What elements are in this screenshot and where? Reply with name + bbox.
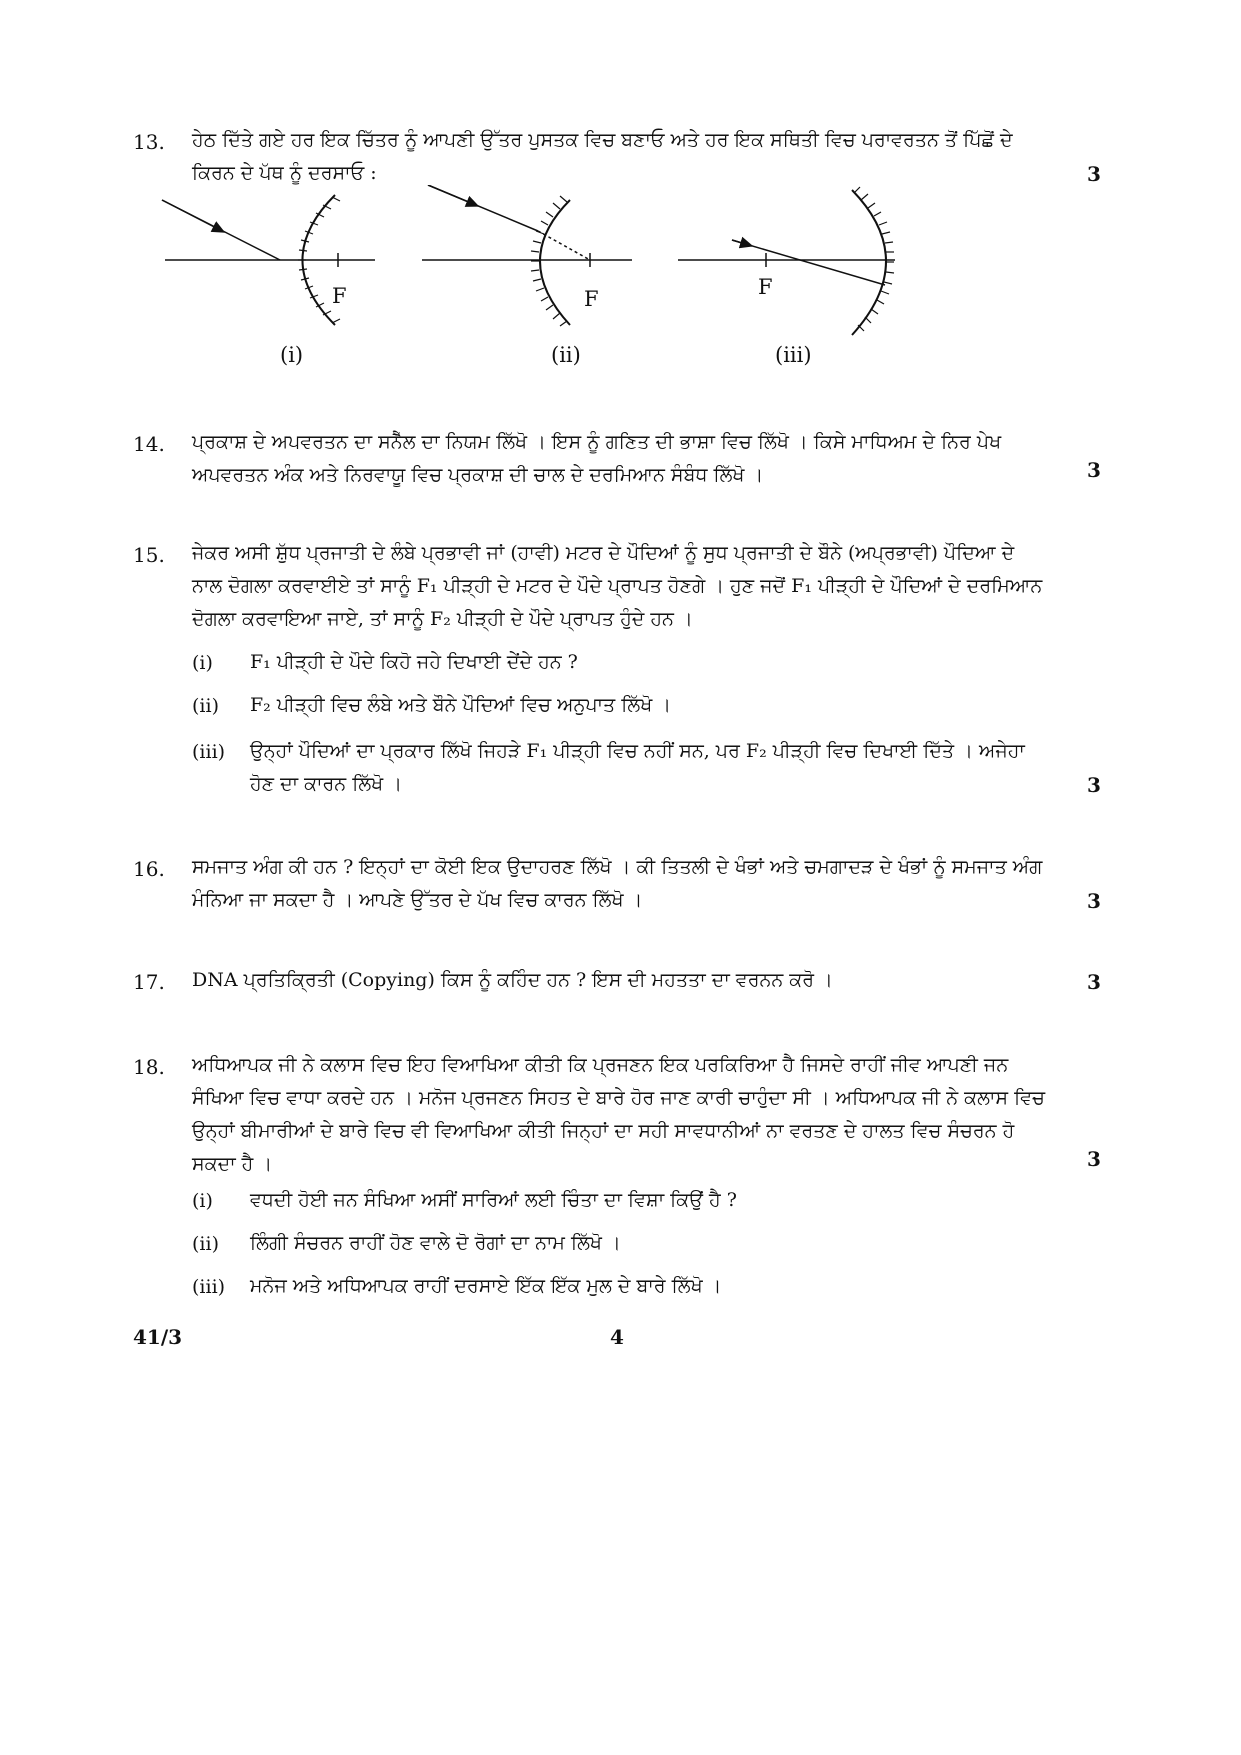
mirror-iii <box>852 190 886 335</box>
question-18-sub-ii-label: (ii) <box>192 1233 219 1255</box>
question-17-number: 17. <box>133 970 165 994</box>
question-15-sub-ii-label: (ii) <box>192 695 219 717</box>
question-18-sub-i-text: ਵਧਦੀ ਹੋਈ ਜਨ ਸੰਖਿਆ ਅਸੀਂ ਸਾਰਿਆਂ ਲਈ ਚਿੰਤਾ ਦਾ ਵਿਸ਼ਾ ਕਿਉਂ ਹੈ ? <box>250 1189 737 1211</box>
question-15-sub-i-label: (i) <box>192 652 213 674</box>
question-17-text: DNA ਪ੍ਰਤਿਕ੍ਰਿਤੀ (Copying) ਕਿਸ ਨੂੰ ਕਹਿੰਦ ਹਨ ? ਇਸ ਦੀ ਮਹਤਤਾ ਦਾ ਵਰਨਨ ਕਰੋ । <box>192 969 833 991</box>
question-18-text: ਅਧਿਆਪਕ ਜੀ ਨੇ ਕਲਾਸ ਵਿਚ ਇਹ ਵਿਆਖਿਆ ਕੀਤੀ ਕਿ ਪ੍ਰਜਣਨ ਇਕ ਪਰਕਿਰਿਆ ਹੈ ਜਿਸਦੇ ਰਾਹੀਂ ਜੀਵ ਆਪਣੀ ਜਨ ਸੰਖਿਆ ਵਿਚ ਵਾਧਾ ਕਰਦੇ ਹਨ । ਮਨੋਜ ਪ੍ਰਜਣਨ ਸਿਹਤ ਦੇ ਬਾਰੇ ਹੋਰ ਜਾਣ ਕਾਰੀ ਚਾਹੁੰਦਾ ਸੀ । ਅਧਿਆਪਕ ਜੀ ਨੇ ਕਲਾਸ ਵਿਚ ਉਨ੍ਹਾਂ ਬੀਮਾਰੀਆਂ ਦੇ ਬਾਰੇ ਵਿਚ ਵੀ ਵਿਆਖਿਆ ਕੀਤੀ ਜਿਨ੍ਹਾਂ ਦਾ ਸਹੀ ਸਾਵਧਾਨੀਆਂ ਨਾ ਵਰਤਣ ਦੇ ਹਾਲਤ ਵਿਚ ਸੰਚਰਨ ਹੋ ਸਕਦਾ ਹੈ । <box>192 1054 1045 1175</box>
question-18-sub-iii-label: (iii) <box>192 1276 226 1298</box>
focus-label-ii: F <box>584 287 599 311</box>
question-18-sub-iii-text: ਮਨੋਜ ਅਤੇ ਅਧਿਆਪਕ ਰਾਹੀਂ ਦਰਸਾਏ ਇੱਕ ਇੱਕ ਮੁਲ ਦੇ ਬਾਰੇ ਲਿੱਖੋ । <box>250 1275 722 1297</box>
incident-ray-iii <box>732 240 885 285</box>
question-16-number: 16. <box>133 857 165 881</box>
page-number: 4 <box>610 1325 624 1349</box>
question-15-sub-ii-text: F₂ ਪੀੜ੍ਹੀ ਵਿਚ ਲੰਬੇ ਅਤੇ ਬੌਨੇ ਪੌਦਿਆਂ ਵਿਚ ਅਨੁਪਾਤ ਲਿੱਖੋ । <box>250 694 672 716</box>
question-13-number: 13. <box>133 130 165 154</box>
question-15-marks: 3 <box>1087 773 1101 797</box>
figure-label-iii: (iii) <box>775 343 812 367</box>
question-16-text: ਸਮਜਾਤ ਅੰਗ ਕੀ ਹਨ ? ਇਨ੍ਹਾਂ ਦਾ ਕੋਈ ਇਕ ਉਦਾਹਰਣ ਲਿੱਖੋ । ਕੀ ਤਿਤਲੀ ਦੇ ਖੰਭਾਂ ਅਤੇ ਚਮਗਾਦੜ ਦੇ ਖੰਭਾਂ ਨੂੰ ਸਮਜਾਤ ਅੰਗ ਮੰਨਿਆ ਜਾ ਸਕਦਾ ਹੈ । ਆਪਣੇ ਉੱਤਰ ਦੇ ਪੱਖ ਵਿਚ ਕਾਰਨ ਲਿੱਖੋ । <box>192 856 1043 911</box>
paper-code: 41/3 <box>133 1325 183 1349</box>
question-15-sub-iii-text: ਉਨ੍ਹਾਂ ਪੌਦਿਆਂ ਦਾ ਪ੍ਰਕਾਰ ਲਿੱਖੋ ਜਿਹੜੇ F₁ ਪੀੜ੍ਹੀ ਵਿਚ ਨਹੀਂ ਸਨ, ਪਰ F₂ ਪੀੜ੍ਹੀ ਵਿਚ ਦਿਖਾਈ ਦਿੱਤੇ । ਅਜੇਹਾ ਹੋਣ ਦਾ ਕਾਰਨ ਲਿੱਖੋ । <box>250 740 1025 795</box>
question-15-number: 15. <box>133 543 165 567</box>
question-18-sub-ii-text: ਲਿੰਗੀ ਸੰਚਰਨ ਰਾਹੀਂ ਹੋਣ ਵਾਲੇ ਦੋ ਰੋਗਾਂ ਦਾ ਨਾਮ ਲਿੱਖੋ । <box>250 1232 621 1254</box>
focus-label-iii: F <box>758 275 773 299</box>
question-17-marks: 3 <box>1087 970 1101 994</box>
question-14-number: 14. <box>133 432 165 456</box>
figure-ii-convex-mirror <box>422 185 632 326</box>
focus-label-i: F <box>332 284 347 308</box>
question-18-sub-i-label: (i) <box>192 1190 213 1212</box>
question-14-text: ਪ੍ਰਕਾਸ਼ ਦੇ ਅਪਵਰਤਨ ਦਾ ਸਨੈੱਲ ਦਾ ਨਿਯਮ ਲਿੱਖੋ । ਇਸ ਨੂੰ ਗਣਿਤ ਦੀ ਭਾਸ਼ਾ ਵਿਚ ਲਿੱਖੋ । ਕਿਸੇ ਮਾਧਿਅਮ ਦੇ ਨਿਰ ਪੇਖ ਅਪਵਰਤਨ ਅੰਕ ਅਤੇ ਨਿਰਵਾਯੂ ਵਿਚ ਪ੍ਰਕਾਸ਼ ਦੀ ਚਾਲ ਦੇ ਦਰਮਿਆਨ ਸੰਬੰਧ ਲਿੱਖੋ । <box>192 431 1002 486</box>
figure-label-ii: (ii) <box>551 343 581 367</box>
question-15-text: ਜੇਕਰ ਅਸੀ ਸ਼ੁੱਧ ਪ੍ਰਜਾਤੀ ਦੇ ਲੰਬੇ ਪ੍ਰਭਾਵੀ ਜਾਂ (ਹਾਵੀ) ਮਟਰ ਦੇ ਪੌਦਿਆਂ ਨੂੰ ਸੁਧ ਪ੍ਰਜਾਤੀ ਦੇ ਬੌਨੇ (ਅਪ੍ਰਭਾਵੀ) ਪੌਦਿਆ ਦੇ ਨਾਲ ਦੋਗਲਾ ਕਰਵਾਈਏ ਤਾਂ ਸਾਨੂੰ F₁ ਪੀੜ੍ਹੀ ਦੇ ਮਟਰ ਦੇ ਪੌਦੇ ਪ੍ਰਾਪਤ ਹੋਣਗੇ । ਹੁਣ ਜਦੋਂ F₁ ਪੀੜ੍ਹੀ ਦੇ ਪੌਦਿਆਂ ਦੇ ਦਰਮਿਆਨ ਦੋਗਲਾ ਕਰਵਾਇਆ ਜਾਏ, ਤਾਂ ਸਾਨੂੰ F₂ ਪੀੜ੍ਹੀ ਦੇ ਪੌਦੇ ਪ੍ਰਾਪਤ ਹੁੰਦੇ ਹਨ । <box>192 542 1043 630</box>
question-14-marks: 3 <box>1087 458 1101 482</box>
question-18-marks: 3 <box>1087 1147 1101 1171</box>
mirror-hatch-iii <box>854 187 894 331</box>
question-13-text: ਹੇਠ ਦਿੱਤੇ ਗਏ ਹਰ ਇਕ ਚਿੱਤਰ ਨੂੰ ਆਪਣੀ ਉੱਤਰ ਪੁਸਤਕ ਵਿਚ ਬਣਾਓ ਅਤੇ ਹਰ ਇਕ ਸਥਿਤੀ ਵਿਚ ਪਰਾਵਰਤਨ ਤੋਂ ਪਿੱਛੋਂ ਦੇ ਕਿਰਨ ਦੇ ਪੱਥ ਨੂੰ ਦਰਸਾਓ : <box>192 129 1013 184</box>
question-15-sub-iii-label: (iii) <box>192 741 226 763</box>
figure-label-i: (i) <box>280 343 304 367</box>
question-16-marks: 3 <box>1087 889 1101 913</box>
mirror-hatch-ii <box>531 196 567 326</box>
dotted-line-ii <box>538 231 590 260</box>
figure-iii-concave-mirror <box>678 187 895 335</box>
question-15-sub-i-text: F₁ ਪੀੜ੍ਹੀ ਦੇ ਪੌਦੇ ਕਿਹੋ ਜਹੇ ਦਿਖਾਈ ਦੇਂਦੇ ਹਨ ? <box>250 651 578 673</box>
mirror-ii <box>540 200 570 325</box>
question-18-number: 18. <box>133 1055 165 1079</box>
question-13-marks: 3 <box>1087 162 1101 186</box>
